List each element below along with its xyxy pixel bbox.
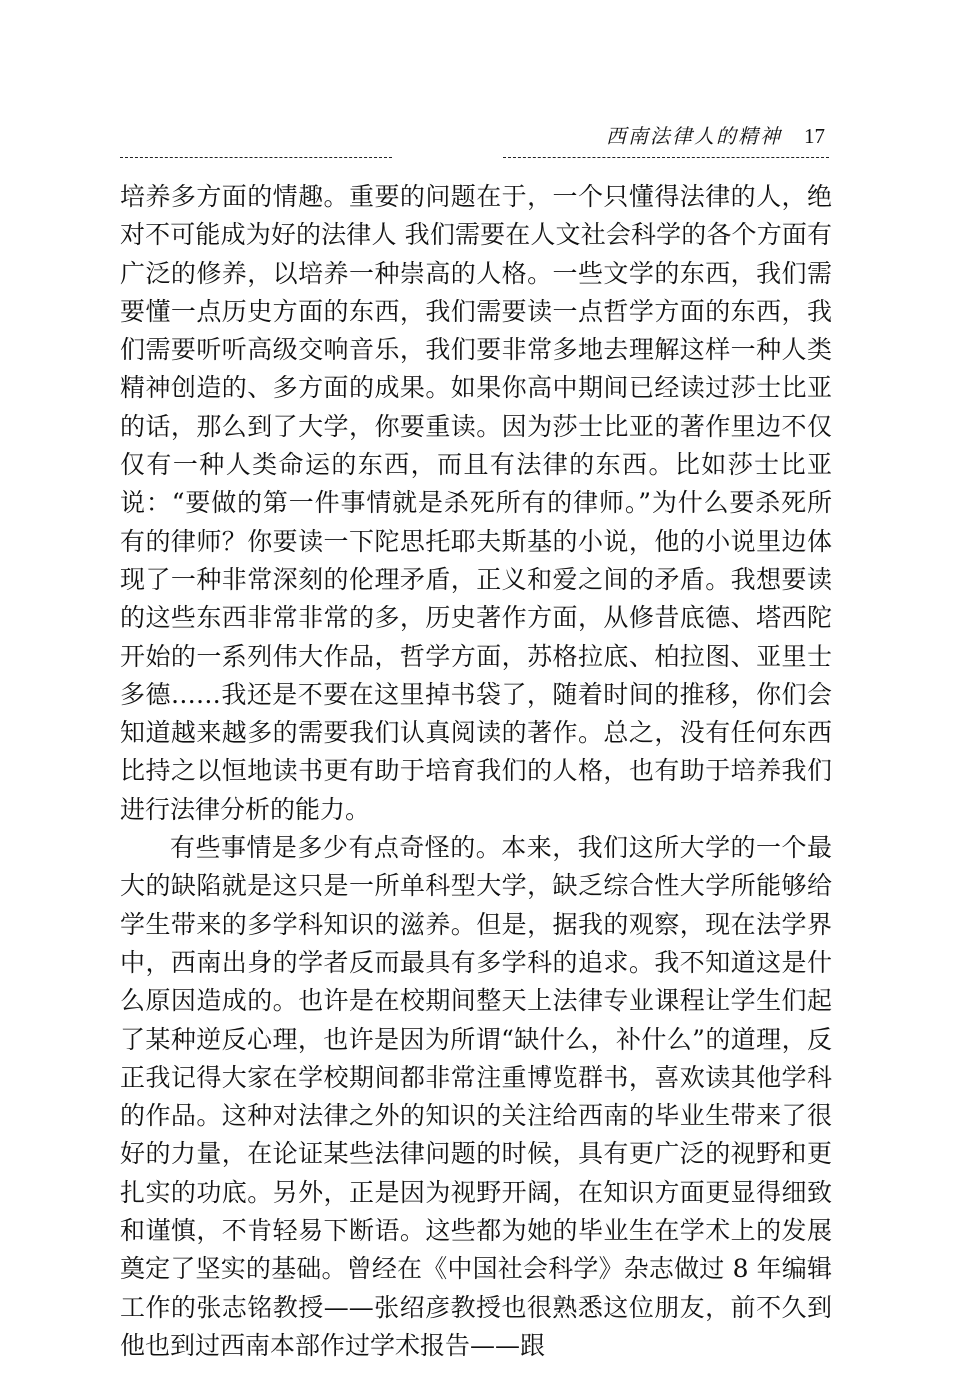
page-number: 17 [804, 124, 825, 148]
running-head [606, 120, 825, 150]
body-text [120, 178, 832, 1365]
paragraph: 有些事情是多少有点奇怪的。本来，我们这所大学的一个最大的缺陷就是这只是一所单科型大学，缺乏综合性大学所能够给学生带来的多学科知识的滋养。但是，据我的观察，现在法学界中，西南出身的学者反而最具有多学科的追求。我不知道这是什么原因造成的。也许是在校期间整天上法律专业课程让学生们起了某种逆反心理，也许是因为所谓“缺什么，补什么”的道理，反正我记得大家在学校期间都非常注重博览群书，喜欢读其他学科的作品。这种对法律之外的知识的关注给西南的毕业生带来了很好的力量，在论证某些法律问题的时候，具有更广泛的视野和更扎实的功底。另外，正是因为视野开阔，在知识方面更显得细致和谨慎，不肯轻易下断语。这些都为她的毕业生在学术上的发展奠定了坚实的基础。曾经在《中国社会科学》杂志做过 8 年编辑工作的张志铭教授——张绍彦教授也很熟悉这位朋友，前不久到他也到过西南本部作过学术报告——跟 [120, 833, 832, 1360]
paragraph-continued: 培养多方面的情趣。重要的问题在于，一个只懂得法律的人，绝对不可能成为好的法律人 我们需要在人文社会科学的各个方面有广泛的修养，以培养一种崇高的人格。一些文学的东西，我们需要懂一点历史方面的东西，我们需要读一点哲学方面的东西，我们需要听听高级交响音乐，我们要非常多地去理解这样一种人类精神创造的、多方面的成果。如果你高中期间已经读过莎士比亚的话，那么到了大学，你要重读。因为莎士比亚的著作里边不仅仅有一种人类命运的东西，而且有法律的东西。比如莎士比亚说：“要做的第一件事情就是杀死所有的律师。”为什么要杀死所有的律师？你要读一下陀思托耶夫斯基的小说，他的小说里边体现了一种非常深刻的伦理矛盾，正义和爱之间的矛盾。我想要读的这些东西非常非常的多，历史著作方面，从修昔底德、塔西陀开始的一系列伟大作品，哲学方面，苏格拉底、柏拉图、亚里士多德……我还是不要在这里掉书袋了，随着时间的推移，你们会知道越来越多的需要我们认真阅读的著作。总之，没有任何东西比持之以恒地读书更有助于培育我们的人格，也有助于培养我们进行法律分析的能力。 [120, 182, 832, 824]
header-rule-right [503, 157, 829, 158]
running-head-title: 西南法律人的精神 [606, 124, 782, 148]
header-rule-left [120, 157, 392, 158]
